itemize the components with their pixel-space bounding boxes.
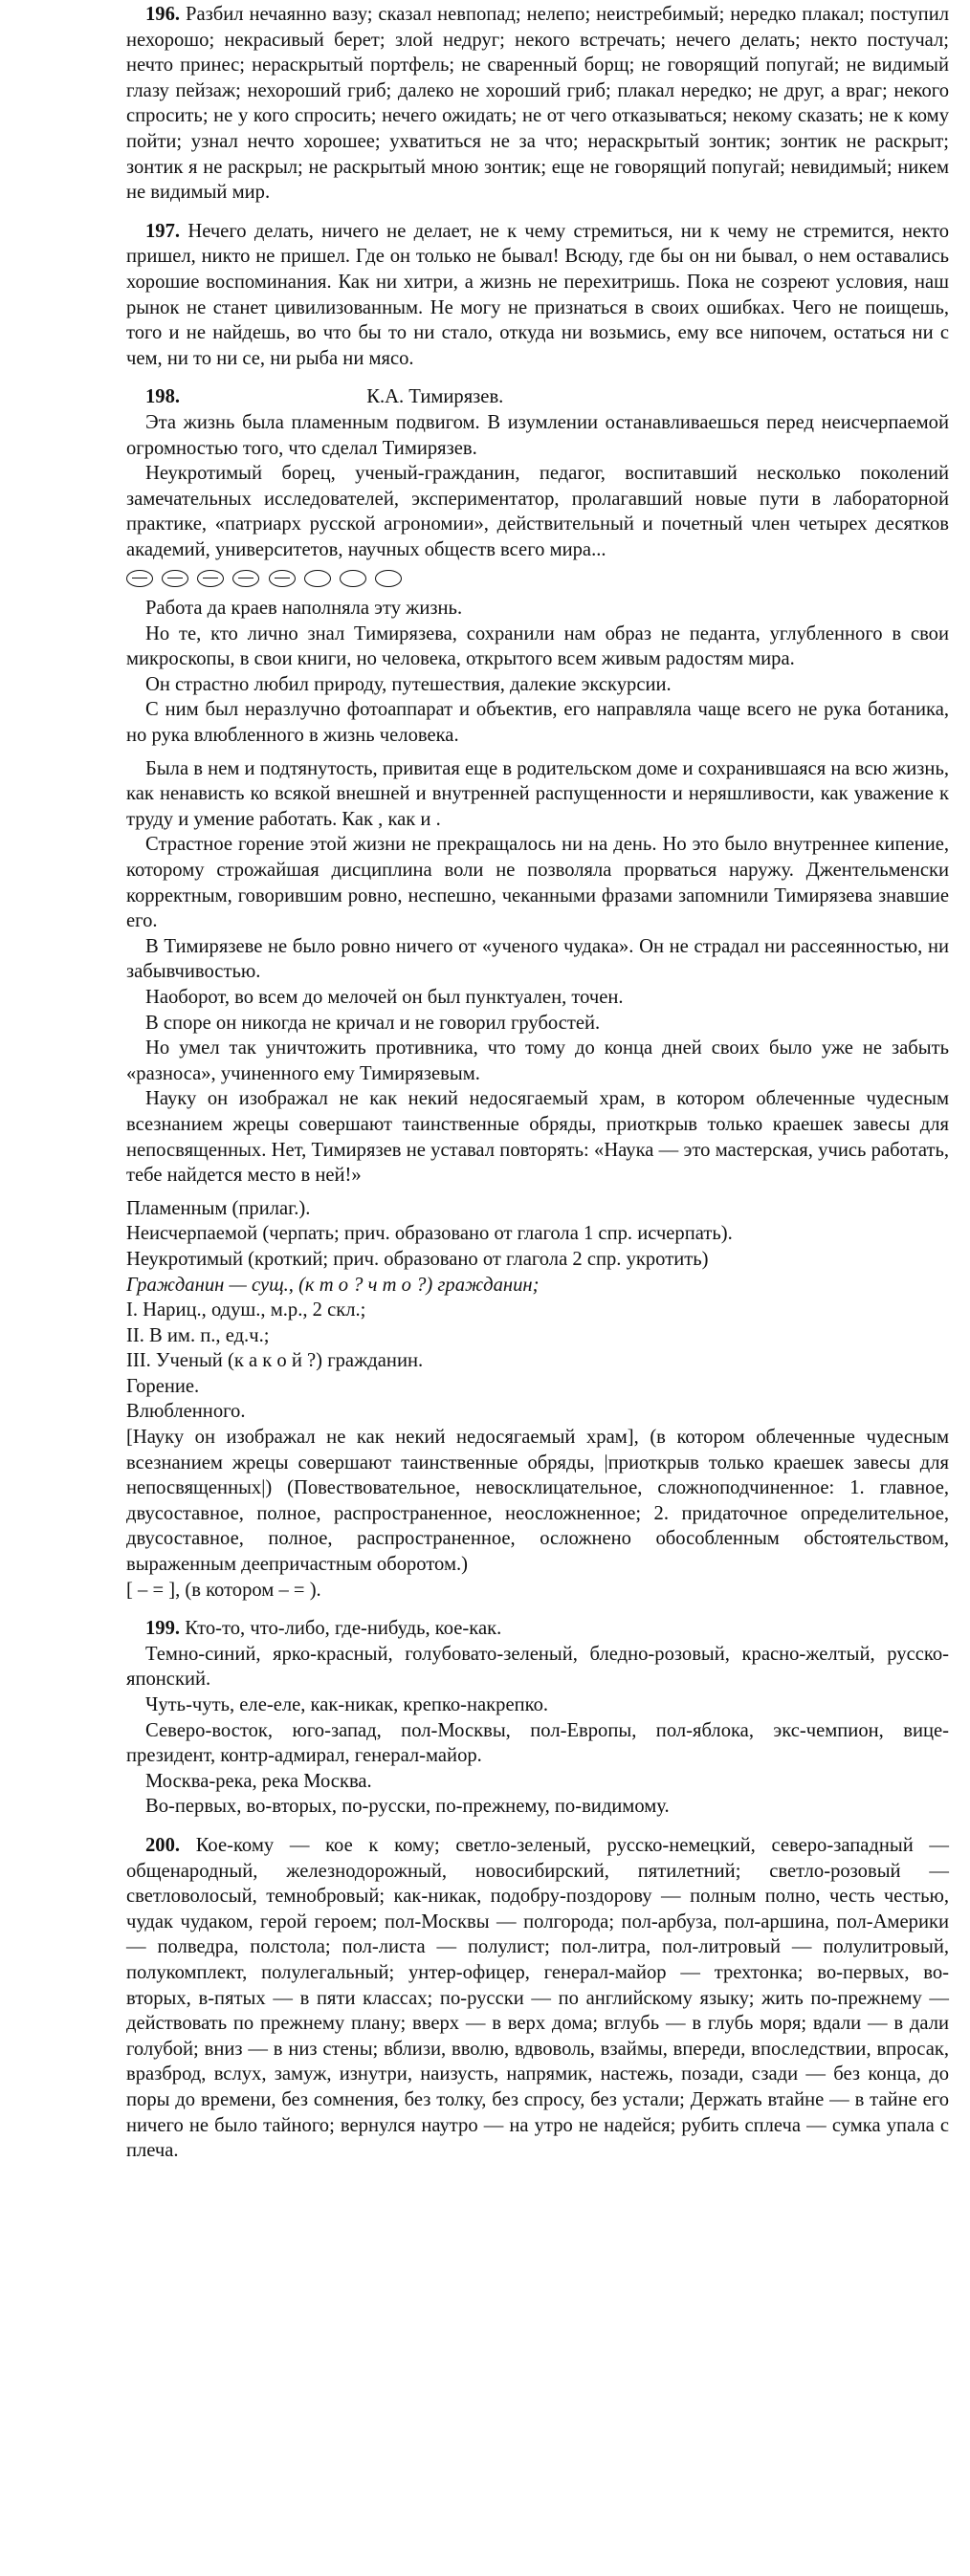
exercise-number: 198. (145, 386, 181, 408)
analysis-line: Неукротимый (кроткий; прич. образовано от глагола 2 спр. укротить) (126, 1248, 709, 1270)
exercise-200 (126, 1833, 949, 2164)
noun-mark-icon (197, 570, 224, 587)
noun-mark-icon (126, 570, 153, 587)
sentence-scheme: [ – = ], (в котором – = ). (126, 1579, 321, 1601)
exercise-196 (126, 2, 949, 206)
exercise-number: 197. (145, 220, 181, 242)
exercise-198 (126, 384, 949, 1603)
paragraph: Эта жизнь была пламенным подвигом. В изумлении останавливаешься перед неисчерпаемой огромностью того, что сделал Тимирязев. (126, 411, 949, 459)
sentence-analysis: [Науку он изображал не как некий недосягаемый храм], (в котором облеченные чудесным всезнанием жрецы совершают таинственные обряды, |приоткрыв только краешек завесы для непосвященных|) (Повествовательное, невосклицательное, сложноподчиненное: 1. главное, двусоставное, полное, распространенное, неосложненное; 2. придаточное определительное, двусоставное, полное, распространенное, осложнено обособленным обстоятельством, выраженным деепричастным оборотом.) (126, 1427, 949, 1576)
paragraph: Он страстно любил природу, путешествия, далекие экскурсии. (145, 673, 672, 695)
paragraph: Науку он изображал не как некий недосягаемый храм, в котором облеченные чудесным всезнанием жрецы совершают таинственные обряды, приоткрыв только краешек завесы для непосвященных. Нет, Тимирязев не уставал повторять: «Наука — это мастерская, учись работать, тебе найдется место в ней!» (126, 1088, 949, 1187)
paragraph: Работа да краев наполняла эту жизнь. (145, 598, 463, 620)
paragraph: С ним был неразлучно фотоаппарат и объектив, его направляла чаще всего не рука ботаника, но рука влюбленного в жизнь человека. (126, 699, 949, 747)
participle-mark-icon (340, 570, 366, 587)
divider (126, 749, 949, 756)
paragraph: Но те, кто лично знал Тимирязева, сохранили нам образ не педанта, углубленного в свои микроскопы, в свои книги, но человека, открытого всем живым радостям мира. (126, 622, 949, 670)
analysis-line: I. Нариц., одуш., м.р., 2 скл.; (126, 1299, 366, 1321)
exercise-199-line: Во-первых, во-вторых, по-русски, по-прежнему, по-видимому. (145, 1796, 670, 1818)
noun-mark-icon (162, 570, 188, 587)
exercise-199-line (126, 1616, 949, 1642)
exercise-199-line: Чуть-чуть, еле-еле, как-никак, крепко-накрепко. (145, 1694, 549, 1715)
textbook-page (126, 0, 949, 2164)
participle-mark-icon (304, 570, 331, 587)
noun-mark-icon (269, 570, 296, 587)
analysis-line: Гражданин — сущ., (к т о ? ч т о ?) гражданин; (126, 1274, 540, 1296)
exercise-number: 199. (145, 1618, 181, 1640)
exercise-body: Кое-кому — кое к кому; светло-зеленый, русско-немецкий, северо-западный — общенародный, железнодорожный, новосибирский, пятилетний; светло-розовый — светловолосый, темнобровый; как-никак, подобру-поздорову — полным полно, честь честью, чудак чудаком, герой героем; пол-Москвы — полгорода; пол-арбуза, пол-аршина, пол-Америки — полведра, полстола; пол-листа — полулист; пол-литра, пол-литровый — полулитровый, полукомплект, полулегальный; унтер-офицер, генерал-майор — трехтонка; во-первых, во-вторых, в-пятых — в пяти классах; по-русски — по английскому языку; жить по-прежнему — действовать по прежнему плану; вверх — в верх дома; вглубь — в глубь моря; вдали — в дали голубой; вниз — в низ стены; вблизи, вволю, вдвоволь, взаймы, впереди, впоследствии, впросак, вразброд, вслух, замуж, изнутри, наизусть, напрямик, настежь, позади, сзади — без конца, до поры до времени, без сомнения, без толку, без спросу, без устали; Держать втайне — в тайне его ничего не было тайного; вернулся наутро — на утро не надейся; рубить сплеча — сумка упала с плеча. (126, 1834, 949, 2162)
exercise-number: 196. (145, 4, 181, 25)
divider (126, 1189, 949, 1196)
exercise-199 (126, 1616, 949, 1820)
exercise-body: Кто-то, что-либо, где-нибудь, кое-как. (185, 1618, 502, 1640)
exercise-number: 200. (145, 1834, 181, 1856)
exercise-198-header (126, 384, 949, 410)
paragraph: Страстное горение этой жизни не прекращалось ни на день. Но это было внутреннее кипение, которому строжайшая дисциплина воли не позволяла прорваться наружу. Джентельменски корректным, говорившим ровно, неспешно, чеканными фразами запомнили Тимирязева знавшие его. (126, 834, 949, 932)
paragraph: В споре он никогда не кричал и не говорил грубостей. (145, 1012, 601, 1034)
analysis-line: Влюбленного. (126, 1401, 246, 1423)
paragraph: В Тимирязеве не было ровно ничего от «ученого чудака». Он не страдал ни рассеянностью, ни забывчивостью. (126, 935, 949, 983)
participle-mark-icon (375, 570, 402, 587)
paragraph: Неукротимый борец, ученый-гражданин, педагог, воспитавший несколько поколений замечательных исследователей, экспериментатор, пролагавший новые пути в лабораторной практике, «патриарх русской агрономии», действительный и почетный член четырех десятков академий, университетов, научных обществ всего мира... (126, 463, 949, 560)
analysis-line: Горение. (126, 1375, 200, 1397)
analysis-line: Пламенным (прилаг.). (126, 1197, 311, 1219)
exercise-199-line: Северо-восток, юго-запад, пол-Москвы, пол-Европы, пол-яблока, экс-чемпион, вице-президент, контр-адмирал, генерал-майор. (126, 1719, 949, 1767)
exercise-200-text (126, 1833, 949, 2164)
grammar-marks (126, 564, 949, 590)
exercise-body: Разбил нечаянно вазу; сказал невпопад; нелепо; неистребимый; нередко плакал; поступил нехорошо; некрасивый берет; злой недруг; некого встречать; нечего делать; некто постучал; нечто принес; нераскрытый портфель; не сваренный борщ; не говорящий попугай; не видимый глазу пейзаж; нехороший гриб; далеко не хороший гриб; плакал нередко; не друг, а враг; некого спросить; не у кого спросить; нечего ожидать; не от чего отказываться; некому сказать; не к кому пойти; узнал нечто хорошее; ухватиться не за что; нераскрытый зонтик; зонтик не раскрыт; зонтик я не раскрыл; не раскрытый мною зонтик; еще не говорящий попугай; невидимый; никем не видимый мир. (126, 4, 949, 204)
paragraph: Наоборот, во всем до мелочей он был пунктуален, точен. (145, 986, 624, 1008)
exercise-197 (126, 219, 949, 372)
noun-mark-icon (232, 570, 259, 587)
exercise-body: Нечего делать, ничего не делает, не к чему стремиться, ни к чему не стремится, некто пришел, никто не пришел. Где он только не бывал! Всюду, где бы он ни бывал, о нем оставались хорошие воспоминания. Как ни хитри, а жизнь не перехитришь. Пока не созреют условия, наш рынок не станет цивилизованным. Не могу не признаться в своих ошибках. Чего не поищешь, того и не найдешь, во что бы то ни стало, откуда ни возьмись, ему все нипочем, остаться ни с чем, ни то ни се, ни рыба ни мясо. (126, 220, 949, 369)
exercise-199-line: Москва-река, река Москва. (145, 1770, 372, 1792)
analysis-line: III. Ученый (к а к о й ?) гражданин. (126, 1350, 424, 1372)
exercise-199-line: Темно-синий, ярко-красный, голубовато-зеленый, бледно-розовый, красно-желтый, русско-японский. (126, 1643, 949, 1691)
paragraph: Была в нем и подтянутость, привитая еще в родительском доме и сохранившаяся на всю жизнь, как ненависть ко всякой внешней и внутренней распущенности и неряшливости, как уважение к труду и умение работать. Как , как и . (126, 757, 949, 830)
analysis-line: II. В им. п., ед.ч.; (126, 1324, 270, 1346)
exercise-196-text (126, 2, 949, 206)
exercise-197-text (126, 219, 949, 372)
analysis-line: Неисчерпаемой (черпать; прич. образовано от глагола 1 спр. исчерпать). (126, 1223, 733, 1245)
author-name: К.А. Тимирязев. (366, 386, 504, 408)
paragraph: Но умел так уничтожить противника, что тому до конца дней своих было уже не забыть «разноса», учиненного ему Тимирязевым. (126, 1037, 949, 1084)
